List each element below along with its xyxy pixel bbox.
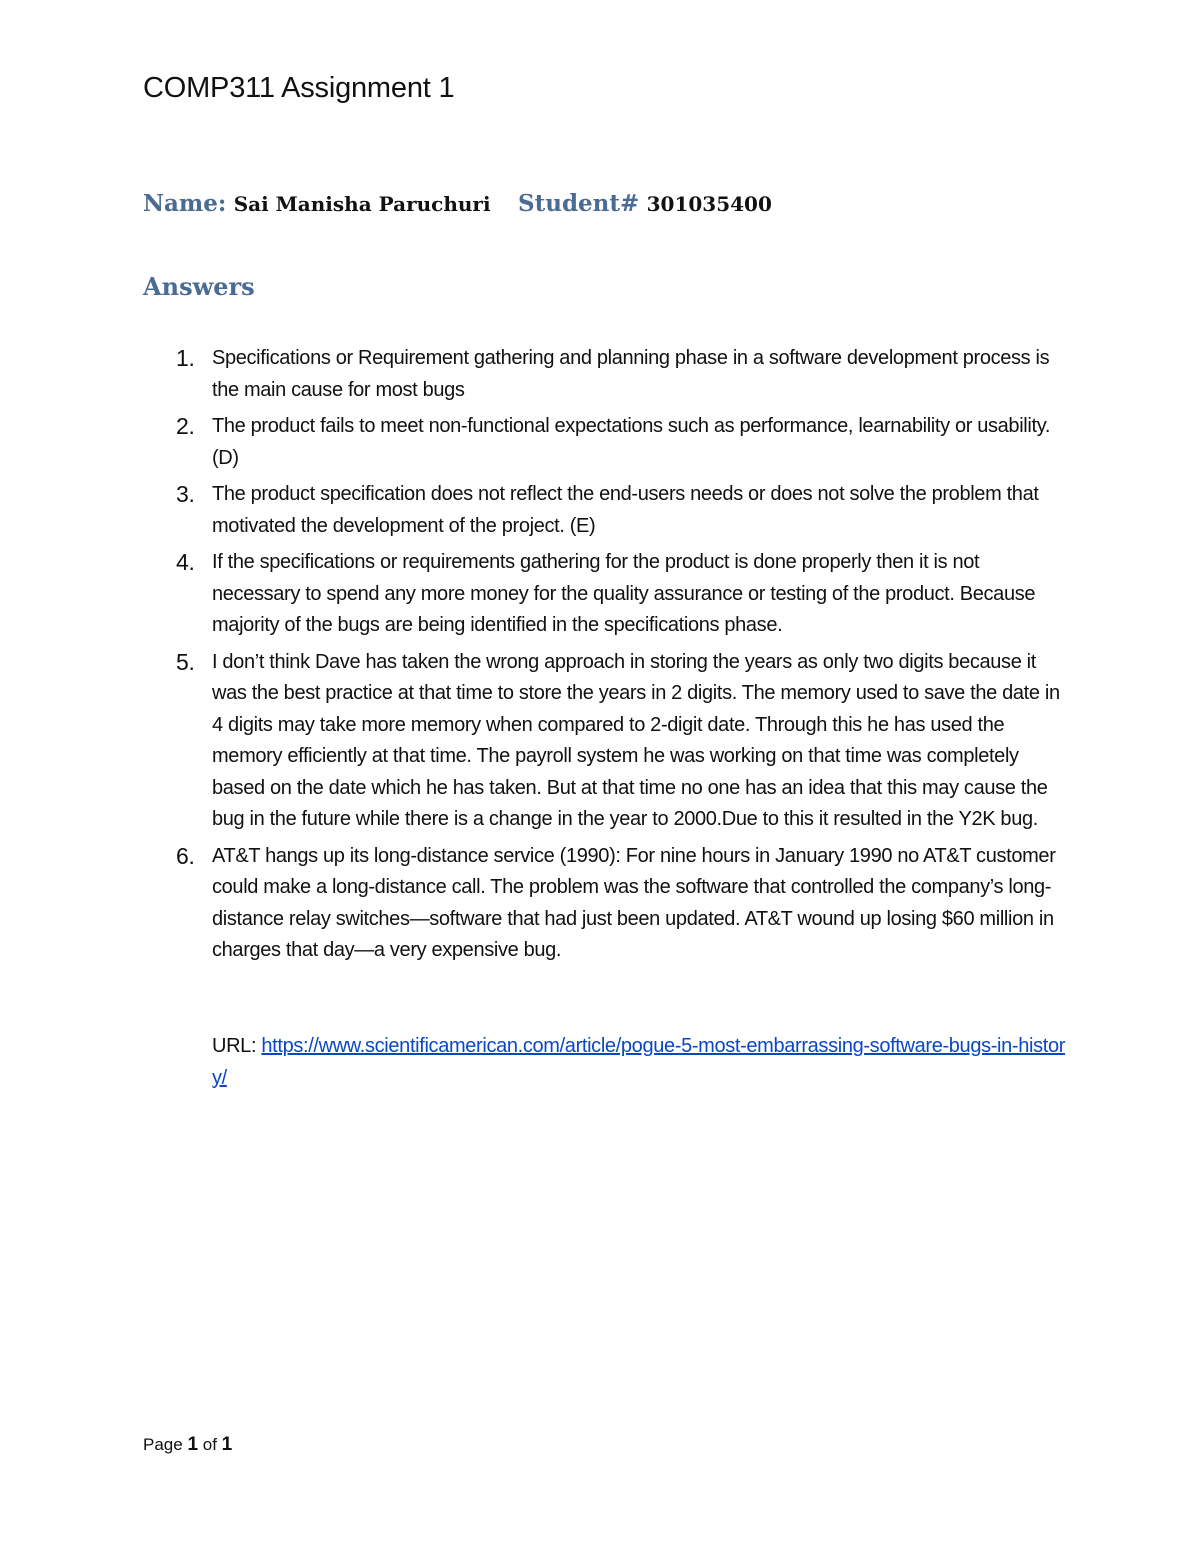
student-name: Sai Manisha Paruchuri [233, 192, 491, 216]
answer-number: 5. [176, 648, 195, 675]
answers-heading: Answers [143, 272, 255, 301]
answer-text: The product fails to meet non-functional expectations such as performance, learnability or usability. (D) [212, 415, 1051, 469]
of-word: of [202, 1435, 217, 1454]
student-number-block [518, 190, 772, 217]
reference-url [212, 1030, 1072, 1094]
answer-number: 4. [176, 549, 195, 575]
answer-item-3 [143, 479, 1068, 542]
answer-text: I don’t think Dave has taken the wrong approach in storing the years as only two digits because it was the best practice at that time to store the years in 2 digits. The memory used to save the date in 4 digits may take more memory when compared to 2-digit date. Through this he has used the memory efficiently at that time. The payroll system he was working on that time was completely based on the date which he has taken. But at that time no one has an idea that this may cause the bug in the future while there is a change in the year to 2000.Due to this it resulted in the Y2K bug. [212, 650, 1060, 830]
student-number: 301035400 [646, 192, 772, 216]
page-word: Page [143, 1435, 183, 1454]
answers-list [143, 343, 1068, 972]
url-label: URL: [212, 1035, 257, 1057]
page-footer [143, 1434, 232, 1456]
answer-item-2 [143, 411, 1068, 474]
student-number-label: Student# [518, 190, 640, 217]
reference-link[interactable]: https://www.scientificamerican.com/article/pogue-5-most-embarrassing-software-bugs-in-history/ [212, 1035, 1066, 1089]
answer-number: 2. [176, 413, 195, 439]
document-title: COMP311 Assignment 1 [143, 72, 455, 104]
name-label: Name: [143, 190, 227, 217]
answer-text: Specifications or Requirement gathering and planning phase in a software development process is the main cause for most bugs [212, 347, 1050, 401]
answer-text: The product specification does not reflect the end-users needs or does not solve the problem that motivated the development of the project. (E) [212, 483, 1039, 537]
answer-item-1 [143, 343, 1068, 406]
answer-item-5 [143, 647, 1068, 836]
answer-text: AT&T hangs up its long-distance service (1990): For nine hours in January 1990 no AT&T customer could make a long-distance call. The problem was the software that controlled the company’s long-distance relay switches—software that had just been updated. AT&T wound up losing $60 million in charges that day—a very expensive bug. [212, 844, 1056, 961]
total-pages-number: 1 [221, 1434, 233, 1455]
answer-item-4 [143, 547, 1068, 642]
answer-number: 1. [176, 345, 195, 371]
student-info [143, 190, 772, 217]
answer-item-6 [143, 841, 1068, 967]
answer-number: 6. [176, 842, 195, 869]
answer-text: If the specifications or requirements gathering for the product is done properly then it is not necessary to spend any more money for the quality assurance or testing of the product. Because majority of the bugs are being identified in the specifications phase. [212, 551, 1036, 636]
answer-number: 3. [176, 481, 195, 507]
current-page-number: 1 [187, 1434, 199, 1455]
